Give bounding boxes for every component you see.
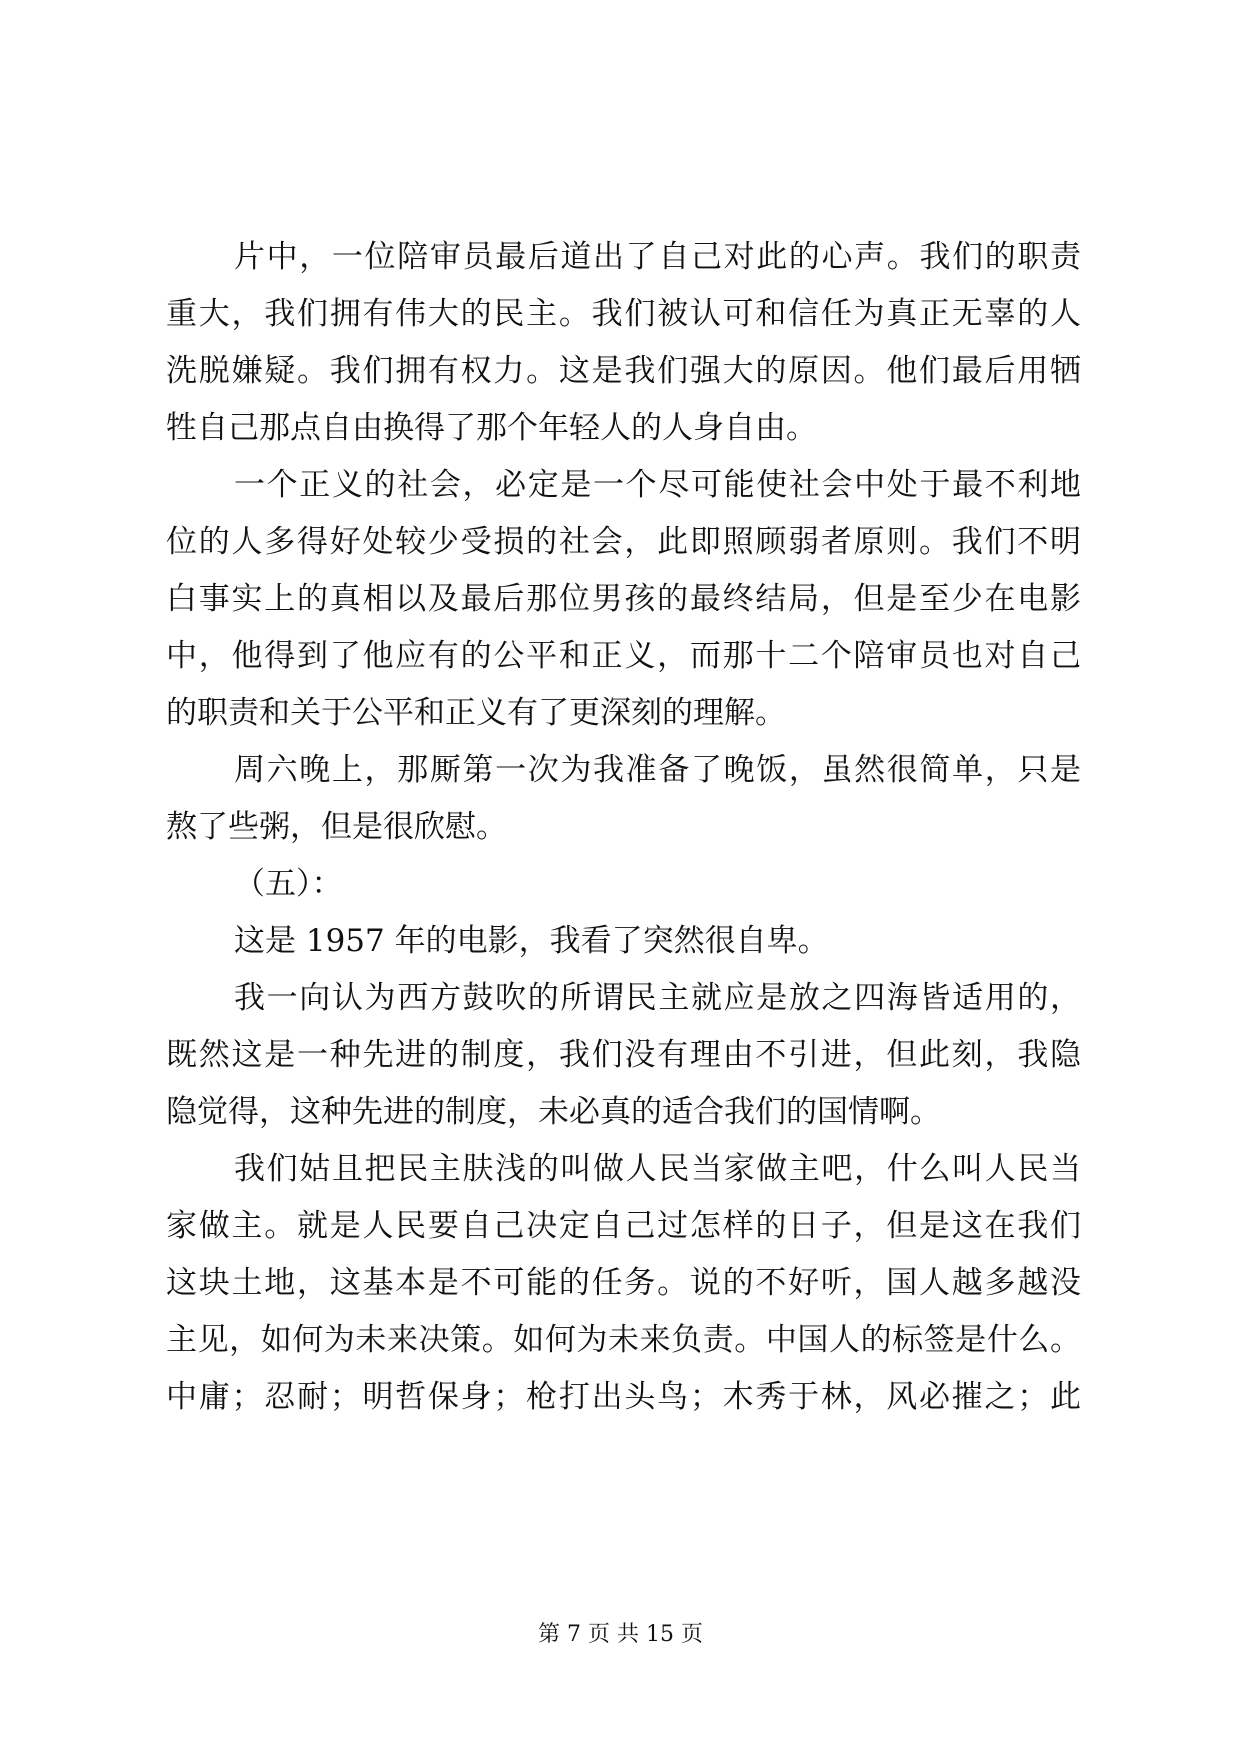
section-heading: （五）： xyxy=(234,866,343,902)
text-line: 熬了些粥，但是很欣慰。 xyxy=(166,809,507,845)
text-line: 这是 1957 年的电影，我看了突然很自卑。 xyxy=(234,923,829,959)
text-line: 重大，我们拥有伟大的民主。我们被认可和信任为真正无辜的人 xyxy=(166,296,1081,332)
text-line: 周六晚上，那厮第一次为我准备了晚饭，虽然很简单，只是 xyxy=(234,752,1081,788)
text-line: 家做主。就是人民要自己决定自己过怎样的日子，但是这在我们 xyxy=(166,1208,1081,1244)
text-line: 洗脱嫌疑。我们拥有权力。这是我们强大的原因。他们最后用牺 xyxy=(166,353,1081,389)
text-line: 牲自己那点自由换得了那个年轻人的人身自由。 xyxy=(166,410,817,446)
page-footer xyxy=(0,1617,1241,1653)
text-line: 位的人多得好处较少受损的社会，此即照顾弱者原则。我们不明 xyxy=(166,524,1081,560)
text-line: 一个正义的社会，必定是一个尽可能使社会中处于最不利地 xyxy=(234,467,1081,503)
text-line: 既然这是一种先进的制度，我们没有理由不引进，但此刻，我隐 xyxy=(166,1037,1081,1073)
text-line: 白事实上的真相以及最后那位男孩的最终结局，但是至少在电影 xyxy=(166,581,1081,617)
text-line: 主见，如何为未来决策。如何为未来负责。中国人的标签是什么。 xyxy=(166,1322,1081,1358)
page-indicator: 第 7 页 共 15 页 xyxy=(538,1622,703,1647)
text-line: 的职责和关于公平和正义有了更深刻的理解。 xyxy=(166,695,786,731)
text-line: 隐觉得，这种先进的制度，未必真的适合我们的国情啊。 xyxy=(166,1094,941,1130)
text-line: 我们姑且把民主肤浅的叫做人民当家做主吧，什么叫人民当 xyxy=(234,1151,1081,1187)
text-line: 中，他得到了他应有的公平和正义，而那十二个陪审员也对自己 xyxy=(166,638,1081,674)
text-line: 我一向认为西方鼓吹的所谓民主就应是放之四海皆适用的， xyxy=(234,980,1081,1016)
text-line: 片中，一位陪审员最后道出了自己对此的心声。我们的职责 xyxy=(234,239,1081,275)
text-line: 这块土地，这基本是不可能的任务。说的不好听，国人越多越没 xyxy=(166,1265,1081,1301)
text-line: 中庸；忍耐；明哲保身；枪打出头鸟；木秀于林，风必摧之；此 xyxy=(166,1379,1081,1415)
